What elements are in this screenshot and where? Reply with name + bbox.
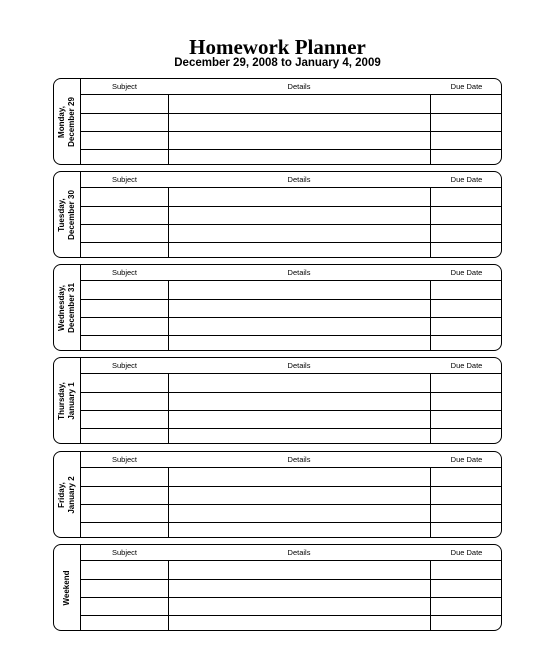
details-header: Details <box>287 361 311 370</box>
day-label <box>54 172 81 257</box>
day-label-line2: January 1 <box>67 381 76 420</box>
due-date-header: Due Date <box>450 455 483 464</box>
date-range: December 29, 2008 to January 4, 2009 <box>174 57 381 69</box>
row-divider <box>81 410 501 411</box>
row-divider <box>81 113 501 114</box>
details-column-divider <box>430 95 431 164</box>
due-date-header: Due Date <box>450 82 483 91</box>
due-date-header: Due Date <box>450 548 483 557</box>
page-title: Homework Planner <box>189 35 366 59</box>
row-divider <box>81 486 501 487</box>
subject-header: Subject <box>111 268 138 277</box>
row-divider <box>81 615 501 616</box>
subject-header: Subject <box>111 82 138 91</box>
day-label-text <box>57 382 77 420</box>
row-divider <box>81 206 501 207</box>
entry-grid <box>81 280 501 350</box>
row-divider <box>81 522 501 523</box>
details-column-divider <box>430 281 431 350</box>
details-column-divider <box>430 468 431 537</box>
day-label-line2: December 30 <box>67 189 76 240</box>
subject-column-divider <box>168 374 169 443</box>
day-label-line1: Friday, <box>57 481 66 508</box>
row-divider <box>81 579 501 580</box>
row-divider <box>81 242 501 243</box>
entry-grid <box>81 560 501 630</box>
day-block-thursday <box>53 357 502 444</box>
day-block-wednesday <box>53 264 502 351</box>
row-divider <box>81 299 501 300</box>
row-divider <box>81 428 501 429</box>
day-block-monday <box>53 78 502 165</box>
day-label <box>54 358 81 443</box>
row-divider <box>81 317 501 318</box>
day-label-line1: Tuesday, <box>57 197 66 232</box>
day-label-text <box>57 97 77 147</box>
day-label-text <box>57 476 77 513</box>
subject-column-divider <box>168 468 169 537</box>
day-label-line2: December 31 <box>67 282 76 333</box>
day-label <box>54 265 81 350</box>
entry-grid <box>81 467 501 537</box>
subject-column-divider <box>168 95 169 164</box>
details-column-divider <box>430 188 431 257</box>
due-date-header: Due Date <box>450 361 483 370</box>
due-date-header: Due Date <box>450 175 483 184</box>
entry-grid <box>81 187 501 257</box>
day-label-text <box>57 190 77 240</box>
details-header: Details <box>287 455 311 464</box>
row-divider <box>81 131 501 132</box>
details-header: Details <box>287 548 311 557</box>
row-divider <box>81 597 501 598</box>
day-block-weekend <box>53 544 502 631</box>
details-header: Details <box>287 268 311 277</box>
details-header: Details <box>287 82 311 91</box>
row-divider <box>81 504 501 505</box>
details-header: Details <box>287 175 311 184</box>
day-label-text <box>62 570 72 605</box>
subject-header: Subject <box>111 548 138 557</box>
entry-grid <box>81 373 501 443</box>
subject-column-divider <box>168 561 169 630</box>
day-label-line1: Thursday, <box>57 381 66 420</box>
subject-header: Subject <box>111 175 138 184</box>
day-label-line1: Weekend <box>62 570 71 605</box>
details-column-divider <box>430 561 431 630</box>
day-label-line1: Wednesday, <box>57 284 66 331</box>
details-column-divider <box>430 374 431 443</box>
due-date-header: Due Date <box>450 268 483 277</box>
day-label-line1: Monday, <box>57 105 66 138</box>
day-label-text <box>57 283 77 333</box>
subject-column-divider <box>168 188 169 257</box>
day-label-line2: January 2 <box>67 475 76 514</box>
subject-header: Subject <box>111 361 138 370</box>
day-label-line2: December 29 <box>67 96 76 147</box>
subject-header: Subject <box>111 455 138 464</box>
day-block-friday <box>53 451 502 538</box>
row-divider <box>81 392 501 393</box>
day-label <box>54 452 81 537</box>
row-divider <box>81 149 501 150</box>
day-block-tuesday <box>53 171 502 258</box>
row-divider <box>81 335 501 336</box>
row-divider <box>81 224 501 225</box>
entry-grid <box>81 94 501 164</box>
day-label <box>54 79 81 164</box>
subject-column-divider <box>168 281 169 350</box>
day-label <box>54 545 81 630</box>
